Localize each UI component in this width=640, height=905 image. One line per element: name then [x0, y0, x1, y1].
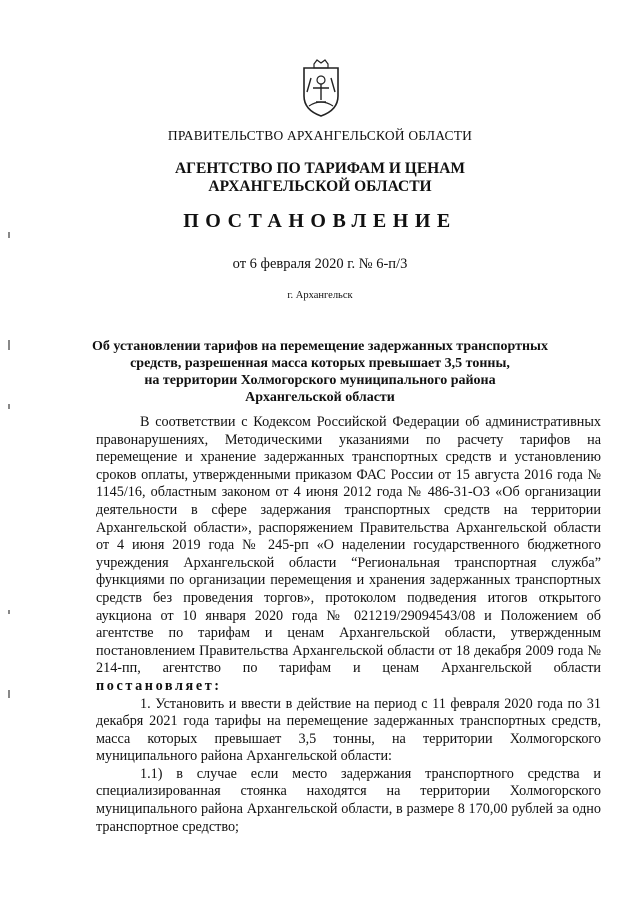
government-name: ПРАВИТЕЛЬСТВО АРХАНГЕЛЬСКОЙ ОБЛАСТИ [167, 128, 473, 143]
item-1-1-paragraph: 1.1) в случае если место задержания транспортного средства и специализированная стоянка находятся на территории Холмогорского муниципального района Архангельской области, в размере 8 170,00 рублей за одно транспортное средство; [96, 765, 601, 835]
subject-line: средств, разрешенная масса которых превышает 3,5 тонны, [130, 356, 510, 371]
subject-line: на территории Холмогорского муниципального района [144, 373, 496, 388]
agency-name-line: АГЕНТСТВО ПО ТАРИФАМ И ЦЕНАМ [174, 160, 466, 177]
document-type-title: ПОСТАНОВЛЕНИЕ [183, 210, 457, 232]
item-1-paragraph: 1. Установить и ввести в действие на период с 11 февраля 2020 года по 31 декабря 2021 года тарифы на перемещение задержанных транспортных средств, масса которых превышает 3,5 тонны, на территории Холмогорского муниципального района Архангельской области: [96, 695, 601, 765]
agency-name [0, 160, 640, 196]
preamble-paragraph [96, 414, 601, 696]
subject-line: Об установлении тарифов на перемещение задержанных транспортных [92, 339, 548, 354]
coat-of-arms-emblem [300, 58, 342, 118]
document-subject [0, 338, 640, 406]
resolves-keyword: постановляет: [96, 677, 222, 694]
agency-name-line: АРХАНГЕЛЬСКОЙ ОБЛАСТИ [208, 178, 432, 195]
preamble-text: В соответствии с Кодексом Российской Федерации об административных правонарушениях, Методическими указаниями по расчету тарифов на перемещение и хранение задержанных транспортных средств и установлению сроков оплаты, утвержденными приказом ФАС России от 15 августа 2016 года № 1145/16, областным законом от 4 июня 2012 года № 486-31-ОЗ «Об организации деятельности в сфере задержания транспортных средств на территории Архангельской области», распоряжением Правительства Архангельской области от 4 июня 2019 года № 245-рп «О наделении государственного бюджетного учреждения Архангельской области “Региональная транспортная служба” функциями по организации перемещения и хранения задержанных транспортных средств без проведения торгов», протоколом подведения итогов открытого аукциона от 10 января 2020 года № 021219/29094543/08 и Положением об агентстве по тарифам и ценам Архангельской области, утвержденным постановлением Правительства Архангельской области от 18 декабря 2009 года № 214-пп, агентство по тарифам и ценам Архангельской области [96, 414, 601, 677]
margin-mark [8, 610, 10, 614]
document-date-number: от 6 февраля 2020 г. № 6-п/3 [232, 256, 408, 272]
document-city: г. Архангельск [287, 290, 353, 301]
margin-mark [8, 690, 10, 698]
subject-line: Архангельской области [245, 390, 395, 405]
document-body [96, 414, 601, 836]
